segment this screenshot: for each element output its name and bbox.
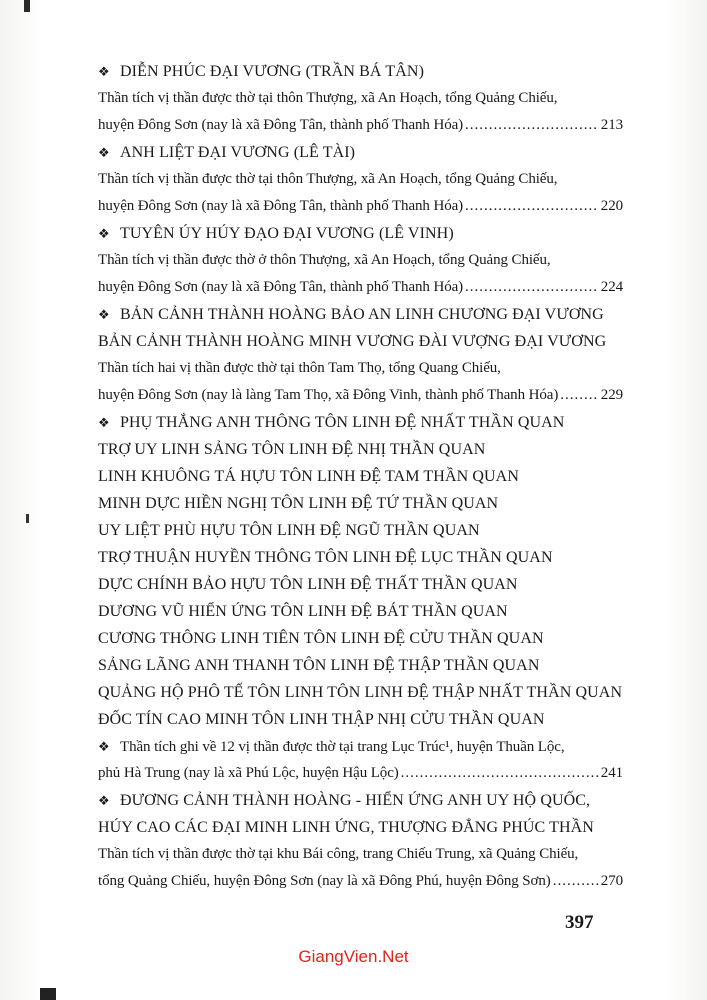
dot-leader bbox=[553, 868, 599, 895]
toc-heading bbox=[98, 571, 623, 598]
watermark-link[interactable]: GiangVien.Net bbox=[298, 947, 409, 966]
toc-heading-text: DỰC CHÍNH BẢO HỰU TÔN LINH ĐỆ THẤT THẦN QUAN bbox=[98, 576, 518, 593]
toc-description bbox=[98, 247, 623, 274]
toc-heading-text: ANH LIỆT ĐẠI VƯƠNG (LÊ TÀI) bbox=[120, 144, 356, 161]
toc-heading-text: MINH DỰC HIỀN NGHỊ TÔN LINH ĐỆ TỨ THẦN QUAN bbox=[98, 495, 499, 512]
toc-entry-text: huyện Đông Sơn (nay là xã Đông Tân, thành phố Thanh Hóa) bbox=[98, 117, 464, 133]
scan-edge-mark bbox=[40, 988, 56, 1000]
toc-heading bbox=[98, 490, 623, 517]
toc-heading-text: TRỢ THUẬN HUYỀN THÔNG TÔN LINH ĐỆ LỤC THẦN QUAN bbox=[98, 549, 553, 566]
dot-leader bbox=[560, 382, 599, 409]
toc-heading-text: SẢNG LÃNG ANH THANH TÔN LINH ĐỆ THẬP THẦN QUAN bbox=[98, 657, 540, 674]
toc-entry-text: huyện Đông Sơn (nay là xã Đông Tân, thành phố Thanh Hóa) bbox=[98, 198, 464, 214]
toc-description bbox=[98, 355, 623, 382]
toc-entry bbox=[98, 868, 623, 895]
toc-heading-text: TRỢ UY LINH SẢNG TÔN LINH ĐỆ NHỊ THẦN QUAN bbox=[98, 441, 486, 458]
toc-entry bbox=[98, 382, 623, 409]
toc-heading-text: DIỄN PHÚC ĐẠI VƯƠNG (TRẦN BÁ TÂN) bbox=[120, 63, 425, 80]
toc-description-text: Thần tích hai vị thần được thờ tại thôn Tam Thọ, tổng Quang Chiếu, bbox=[98, 360, 501, 376]
toc-page-number[interactable]: 229 bbox=[600, 387, 623, 403]
table-of-contents bbox=[98, 58, 623, 895]
toc-heading bbox=[98, 220, 623, 247]
toc-heading bbox=[98, 139, 623, 166]
toc-entry bbox=[98, 760, 623, 787]
toc-description-text: Thần tích vị thần được thờ ở thôn Thượng, xã An Hoạch, tổng Quảng Chiếu, bbox=[98, 252, 551, 268]
toc-entry-text: tổng Quảng Chiếu, huyện Đông Sơn (nay là xã Đông Phú, huyện Đông Sơn) bbox=[98, 873, 551, 889]
toc-entry bbox=[98, 274, 623, 301]
toc-entry-text: huyện Đông Sơn (nay là xã Đông Tân, thành phố Thanh Hóa) bbox=[98, 279, 464, 295]
diamond-bullet-icon: ❖ bbox=[98, 226, 110, 241]
toc-entry-text: phủ Hà Trung (nay là xã Phú Lộc, huyện Hậu Lộc) bbox=[98, 765, 399, 781]
toc-heading bbox=[98, 625, 623, 652]
toc-heading bbox=[98, 301, 623, 328]
toc-heading bbox=[98, 544, 623, 571]
toc-heading bbox=[98, 409, 623, 436]
toc-entry bbox=[98, 112, 623, 139]
dot-leader bbox=[465, 193, 599, 220]
toc-heading bbox=[98, 598, 623, 625]
toc-heading bbox=[98, 679, 623, 706]
toc-heading-text: BẢN CẢNH THÀNH HOÀNG MINH VƯƠNG ĐÀI VƯỢNG ĐẠI VƯƠNG bbox=[98, 333, 607, 350]
dot-leader bbox=[465, 112, 599, 139]
toc-heading bbox=[98, 436, 623, 463]
toc-description-text: Thần tích ghi về 12 vị thần được thờ tại trang Lục Trúc¹, huyện Thuần Lộc, bbox=[120, 739, 565, 755]
toc-description bbox=[98, 85, 623, 112]
dot-leader bbox=[465, 274, 599, 301]
toc-heading-text: ĐỐC TÍN CAO MINH TÔN LINH THẬP NHỊ CỬU THẦN QUAN bbox=[98, 711, 545, 728]
toc-heading-text: LINH KHUÔNG TÁ HỰU TÔN LINH ĐỆ TAM THẦN QUAN bbox=[98, 468, 519, 485]
toc-description-text: Thần tích vị thần được thờ tại thôn Thượng, xã An Hoạch, tổng Quảng Chiếu, bbox=[98, 171, 558, 187]
margin-mark bbox=[26, 514, 29, 523]
diamond-bullet-icon: ❖ bbox=[98, 145, 110, 160]
toc-heading-text: UY LIỆT PHÙ HỰU TÔN LINH ĐỆ NGŨ THẦN QUAN bbox=[98, 522, 480, 539]
toc-page-number[interactable]: 270 bbox=[600, 873, 623, 889]
diamond-bullet-icon: ❖ bbox=[98, 415, 110, 430]
toc-description-text: Thần tích vị thần được thờ tại khu Bái công, trang Chiếu Trung, xã Quảng Chiếu, bbox=[98, 846, 579, 862]
toc-heading bbox=[98, 652, 623, 679]
dot-leader bbox=[401, 760, 599, 787]
toc-entry-text: huyện Đông Sơn (nay là làng Tam Thọ, xã Đông Vinh, thành phố Thanh Hóa) bbox=[98, 387, 559, 403]
toc-heading-text: PHỤ THẮNG ANH THÔNG TÔN LINH ĐỆ NHẤT THẦN QUAN bbox=[120, 414, 565, 431]
toc-heading bbox=[98, 328, 623, 355]
toc-heading-text: CƯƠNG THÔNG LINH TIÊN TÔN LINH ĐỆ CỬU THẦN QUAN bbox=[98, 630, 544, 647]
toc-description bbox=[98, 841, 623, 868]
toc-description bbox=[98, 733, 623, 760]
diamond-bullet-icon: ❖ bbox=[98, 64, 110, 79]
diamond-bullet-icon: ❖ bbox=[98, 307, 110, 322]
toc-heading-text: HÚY CAO CÁC ĐẠI MINH LINH ỨNG, THƯỢNG ĐẲNG PHÚC THẦN bbox=[98, 819, 594, 836]
toc-heading bbox=[98, 706, 623, 733]
toc-description-text: Thần tích vị thần được thờ tại thôn Thượng, xã An Hoạch, tổng Quảng Chiếu, bbox=[98, 90, 558, 106]
toc-page-number[interactable]: 224 bbox=[600, 279, 623, 295]
toc-heading bbox=[98, 463, 623, 490]
toc-heading-text: QUẢNG HỘ PHÔ TẾ TÔN LINH TÔN LINH ĐỆ THẬP NHẤT THẦN QUAN bbox=[98, 684, 623, 701]
toc-page-number[interactable]: 213 bbox=[600, 117, 623, 133]
toc-heading-text: DƯƠNG VŨ HIỂN ỨNG TÔN LINH ĐỆ BÁT THẦN QUAN bbox=[98, 603, 508, 620]
toc-description bbox=[98, 166, 623, 193]
page-number: 397 bbox=[565, 912, 594, 933]
toc-heading-text: TUYÊN ÚY HÚY ĐẠO ĐẠI VƯƠNG (LÊ VINH) bbox=[120, 225, 454, 242]
toc-page-number[interactable]: 241 bbox=[600, 765, 623, 781]
toc-heading bbox=[98, 517, 623, 544]
toc-entry bbox=[98, 193, 623, 220]
scan-mark bbox=[24, 0, 30, 12]
toc-heading-text: ĐƯƠNG CẢNH THÀNH HOÀNG - HIỂN ỨNG ANH UY HỘ QUỐC, bbox=[120, 792, 591, 809]
toc-page-number[interactable]: 220 bbox=[600, 198, 623, 214]
toc-heading bbox=[98, 814, 623, 841]
diamond-bullet-icon: ❖ bbox=[98, 739, 110, 754]
toc-heading bbox=[98, 787, 623, 814]
diamond-bullet-icon: ❖ bbox=[98, 793, 110, 808]
toc-heading-text: BẢN CẢNH THÀNH HOÀNG BẢO AN LINH CHƯƠNG ĐẠI VƯƠNG bbox=[120, 306, 604, 323]
toc-heading bbox=[98, 58, 623, 85]
